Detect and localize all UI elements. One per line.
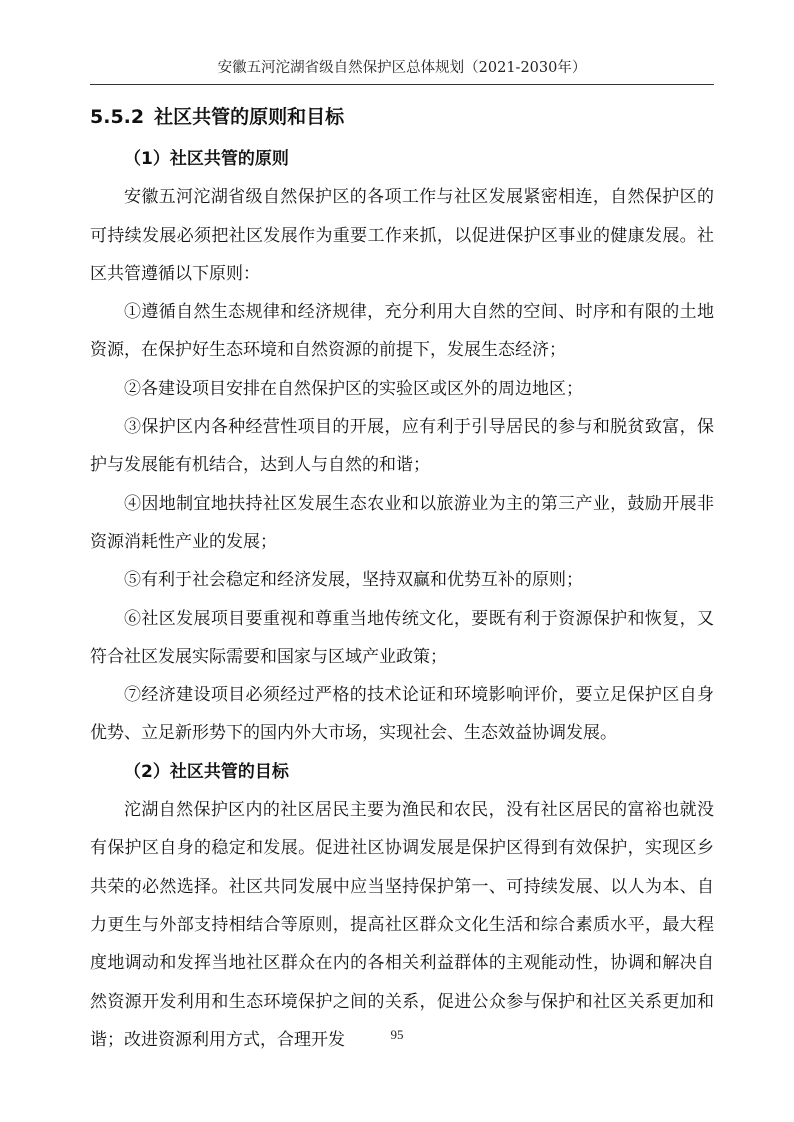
principle-item: ⑤有利于社会稳定和经济发展，坚持双赢和优势互补的原则； — [124, 570, 583, 591]
principle-item: ②各建设项目安排在自然保护区的实验区或区外的周边地区； — [124, 378, 583, 399]
principle-item: ⑦经济建设项目必须经过严格的技术论证和环境影响评价，要立足保护区自身优势、立足新形势下的国内外大市场，实现社会、生态效益协调发展。 — [90, 685, 714, 744]
page-number: 95 — [390, 1027, 404, 1042]
section-heading — [90, 102, 344, 132]
subsection-2-text: 沱湖自然保护区内的社区居民主要为渔民和农民，没有社区居民的富裕也就没有保护区自身的稳定和发展。促进社区协调发展是保护区得到有效保护，实现区乡共荣的必然选择。社区共同发展中应当坚持保护第一、可持续发展、以人为本、自力更生与外部支持相结合等原则，提高社区群众文化生活和综合素质水平，最大程度地调动和发挥当地社区群众在内的各相关利益群体的主观能动性，协调和解决自然资源开发利用和生态环境保护之间的关系，促进公众参与保护和社区关系更加和谐；改进资源利用方式，合理开发 — [90, 800, 714, 1050]
subsection-1-intro: 安徽五河沱湖省级自然保护区的各项工作与社区发展紧密相连，自然保护区的可持续发展必须把社区发展作为重要工作来抓，以促进保护区事业的健康发展。社区共管遵循以下原则： — [90, 187, 714, 284]
subsection-2-title: （2）社区共管的目标 — [124, 761, 289, 782]
principle-item: ④因地制宜地扶持社区发展生态农业和以旅游业为主的第三产业，鼓励开展非资源消耗性产业的发展； — [90, 493, 714, 552]
principle-item: ①遵循自然生态规律和经济规律，充分利用大自然的空间、时序和有限的土地资源，在保护好生态环境和自然资源的前提下，发展生态经济； — [90, 302, 714, 361]
running-header: 安徽五河沱湖省级自然保护区总体规划（2021-2030年） — [217, 60, 587, 76]
principle-item: ③保护区内各种经营性项目的开展，应有利于引导居民的参与和脱贫致富，保护与发展能有机结合，达到人与自然的和谐； — [90, 417, 714, 476]
principle-item: ⑥社区发展项目要重视和尊重当地传统文化，要既有利于资源保护和恢复，又符合社区发展实际需要和国家与区域产业政策； — [90, 608, 714, 667]
body-text — [90, 140, 714, 1059]
subsection-1-title: （1）社区共管的原则 — [124, 149, 289, 169]
section-title: 社区共管的原则和目标 — [154, 106, 345, 128]
header-rule — [90, 84, 714, 85]
section-number: 5.5.2 — [90, 106, 145, 128]
